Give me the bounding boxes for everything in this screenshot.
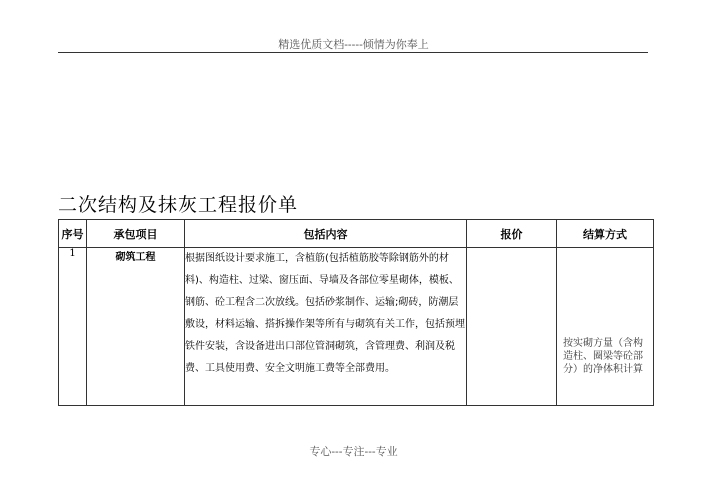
column-header-item: 承包项目 xyxy=(87,220,185,248)
table-row xyxy=(59,248,654,406)
document-title: 二次结构及抹灰工程报价单 xyxy=(58,194,299,216)
row-index: 1 xyxy=(59,248,87,406)
page-header-text: 精选优质文档-----倾情为你奉上 xyxy=(278,38,429,51)
row-price xyxy=(467,248,557,406)
page-footer-text: 专心---专注---专业 xyxy=(309,445,398,458)
quotation-table xyxy=(58,219,654,406)
header-divider xyxy=(58,52,648,53)
column-header-settlement: 结算方式 xyxy=(557,220,654,248)
row-settlement: 按实砌方量（含构造柱、圈梁等砼部分）的净体积计算 xyxy=(563,338,643,375)
row-content: 根据图纸设计要求施工，含植筋(包括植筋胶等除钢筋外的材料)、构造柱、过梁、窗压面、导墙及各部位零星砌体，模板、钢筋、砼工程含二次放线。包括砂浆制作、运输;砌砖，防潮层敷设，材料运输、搭拆操作架等所有与砌筑有关工作，包括预埋铁件安装，含设备进出口部位管洞砌筑，含管理费、利润及税费、工具使用费、安全文明施工费等全部费用。 xyxy=(185,248,467,406)
column-header-index: 序号 xyxy=(59,220,87,248)
column-header-content: 包括内容 xyxy=(185,220,467,248)
row-item: 砌筑工程 xyxy=(87,248,185,406)
column-header-price: 报价 xyxy=(467,220,557,248)
table-header-row xyxy=(59,220,654,248)
row-settlement-cell xyxy=(557,248,654,406)
